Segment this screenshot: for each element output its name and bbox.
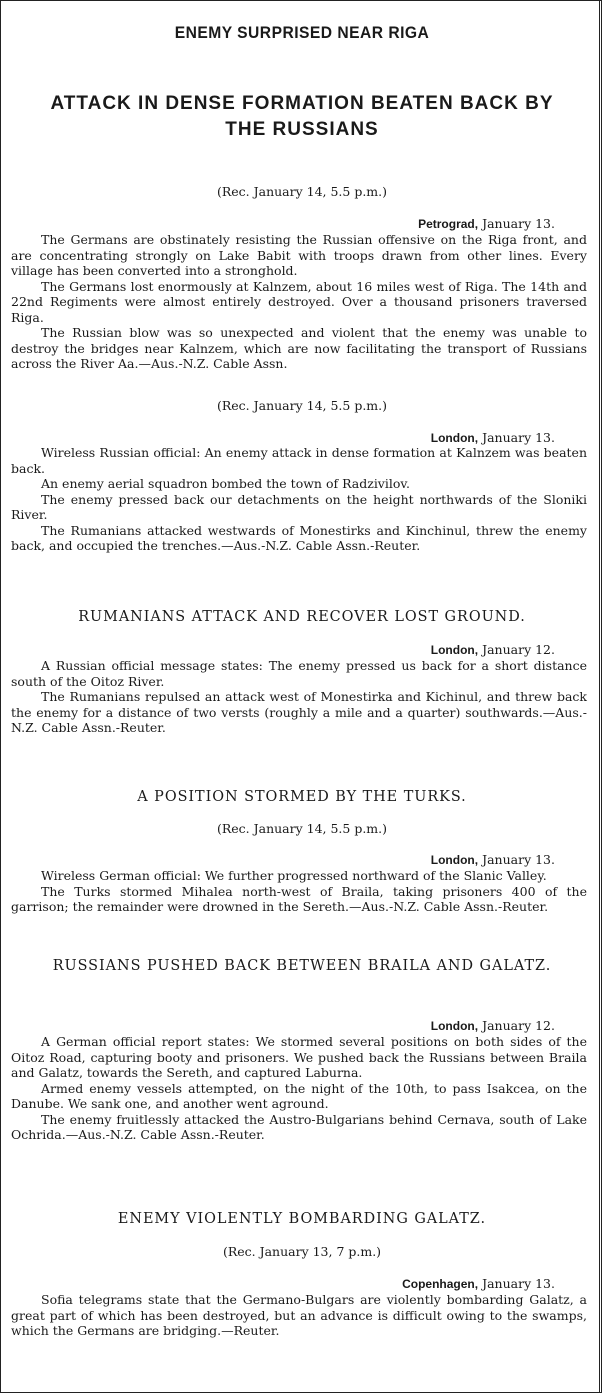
paragraph: Wireless Russian official: An enemy attack in dense formation at Kalnzem was beaten back. xyxy=(11,445,587,476)
dateline-date: January 13. xyxy=(482,1276,555,1291)
dateline-date: January 12. xyxy=(482,642,555,657)
dateline-place: London, xyxy=(430,643,479,657)
received-time: (Rec. January 14, 5.5 p.m.) xyxy=(216,184,388,199)
dateline-date: January 13. xyxy=(482,216,555,231)
dateline-date: January 12. xyxy=(482,1018,555,1033)
paragraph: The Turks stormed Mihalea north-west of Braila, taking prisoners 400 of the garrison; the remainder were drowned in the Sereth.—Aus.-N.Z. Cable Assn.-Reuter. xyxy=(11,883,587,914)
received-time: (Rec. January 14, 5.5 p.m.) xyxy=(216,821,388,836)
paragraph: Sofia telegrams state that the Germano-Bulgars are violently bombarding Galatz, a great part of which has been destroyed, but an advance is difficult owing to the swamps, which the Germans are bridging.—Reuter. xyxy=(11,1292,587,1338)
paragraph: The Rumanians attacked westwards of Monestirks and Kinchinul, threw the enemy back, and occupied the trenches.—Aus.-N.Z. Cable Assn.-Reuter. xyxy=(11,522,587,553)
sub-heading: ATTACK IN DENSE FORMATION BEATEN BACK BY THE RUSSIANS xyxy=(50,93,554,140)
dateline-place: London, xyxy=(430,431,479,445)
dateline-date: January 13. xyxy=(482,430,555,445)
dateline-place: London, xyxy=(430,853,479,867)
paragraph: The enemy pressed back our detachments on the height northwards of the Sloniki River. xyxy=(11,491,587,522)
section-heading: RUMANIANS ATTACK AND RECOVER LOST GROUND. xyxy=(78,607,526,625)
dateline-place: Copenhagen, xyxy=(402,1277,479,1291)
dateline xyxy=(431,642,555,657)
paragraph: The Rumanians repulsed an attack west of Monestirka and Kichinul, and threw back the enemy for a distance of two versts (roughly a mile and a quarter) southwards.—Aus.-N.Z. Cable Assn.-Reuter. xyxy=(11,689,587,735)
article-body xyxy=(11,868,587,915)
article-body xyxy=(11,1292,587,1339)
dateline xyxy=(431,852,555,867)
paragraph: The enemy fruitlessly attacked the Austro-Bulgarians behind Cernava, south of Lake Ochrida.—Aus.-N.Z. Cable Assn.-Reuter. xyxy=(11,1111,587,1142)
paragraph: A German official report states: We stormed several positions on both sides of the Oitoz Road, capturing booty and prisoners. We pushed back the Russians between Braila and Galatz, towards the Sereth, and captured Laburna. xyxy=(11,1034,587,1080)
paragraph: A Russian official message states: The enemy pressed us back for a short distance south of the Oitoz River. xyxy=(11,658,587,689)
dateline xyxy=(431,1018,555,1033)
dateline-place: London, xyxy=(430,1019,479,1033)
paragraph: The Russian blow was so unexpected and violent that the enemy was unable to destroy the bridges near Kalnzem, which are now facilitating the transport of Russians across the River Aa.—Aus.-N.Z. Cable Assn. xyxy=(11,325,587,371)
paragraph: The Germans are obstinately resisting the Russian offensive on the Riga front, and are concentrating strongly on Lake Babit with troops drawn from other lines. Every village has been converted into a stronghold. xyxy=(11,232,587,278)
right-rule xyxy=(599,1,600,1392)
paragraph: Wireless German official: We further progressed northward of the Slanic Valley. xyxy=(41,868,547,883)
section-heading: A POSITION STORMED BY THE TURKS. xyxy=(137,787,467,805)
article-body xyxy=(11,232,587,372)
article-body xyxy=(11,445,587,554)
article-body xyxy=(11,1034,587,1143)
dateline xyxy=(402,1276,555,1291)
section-heading: RUSSIANS PUSHED BACK BETWEEN BRAILA AND GALATZ. xyxy=(52,956,552,974)
dateline-date: January 13. xyxy=(482,852,555,867)
section-heading: ENEMY VIOLENTLY BOMBARDING GALATZ. xyxy=(117,1209,487,1227)
dateline xyxy=(431,430,555,445)
received-time: (Rec. January 14, 5.5 p.m.) xyxy=(216,398,388,413)
received-time: (Rec. January 13, 7 p.m.) xyxy=(222,1244,382,1259)
paragraph: The Germans lost enormously at Kalnzem, about 16 miles west of Riga. The 14th and 22nd Regiments were almost entirely destroyed. Over a thousand prisoners traversed Riga. xyxy=(11,278,587,325)
paragraph: An enemy aerial squadron bombed the town of Radzivilov. xyxy=(41,476,410,491)
article-body xyxy=(11,658,587,736)
main-heading: ENEMY SURPRISED NEAR RIGA xyxy=(174,23,430,42)
paragraph: Armed enemy vessels attempted, on the night of the 10th, to pass Isakcea, on the Danube. We sank one, and another went aground. xyxy=(11,1080,587,1111)
dateline-place: Petrograd, xyxy=(418,217,479,231)
dateline xyxy=(418,216,555,231)
